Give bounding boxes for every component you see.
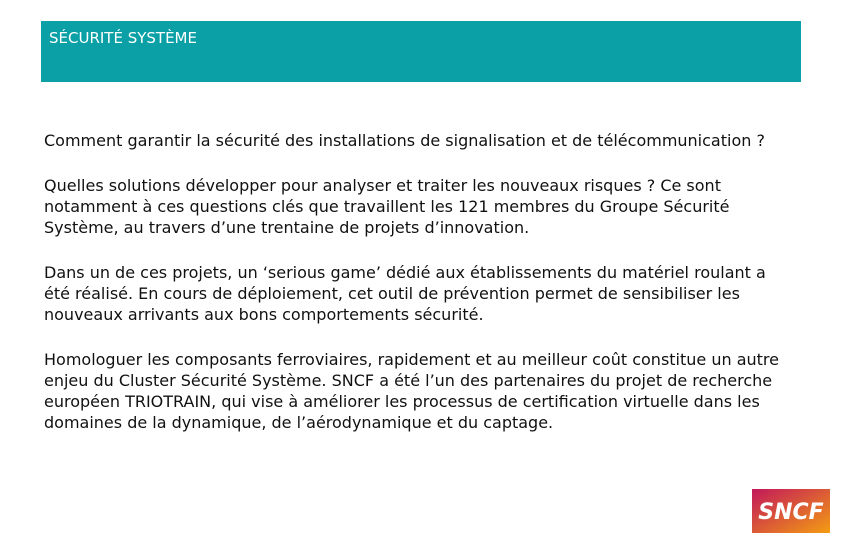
logo-text: SNCF (758, 500, 824, 525)
header-bar (41, 21, 801, 82)
paragraph-homologation: Homologuer les composants ferroviaires, rapidement et au meilleur coût constitue un autre enjeu du Cluster Sécurité Système. SNCF a été l’un des partenaires du projet de recherche européen TRIOTRAIN, qui vise à améliorer les processus de certification virtuelle dans les domaines de la dynamique, de l’aérodynamique et du captage. (44, 350, 779, 432)
paragraph-solutions: Quelles solutions développer pour analyser et traiter les nouveaux risques ? Ce sont notamment à ces questions clés que travaillent les 121 membres du Groupe Sécurité Système, au travers d’une trentaine de projets d’innovation. (44, 176, 730, 237)
page-title: SÉCURITÉ SYSTÈME (49, 29, 197, 47)
paragraph-serious-game: Dans un de ces projets, un ‘serious game’ dédié aux établissements du matériel roulant a été réalisé. En cours de déploiement, cet outil de prévention permet de sensibiliser les nouveaux arrivants aux bons comportements sécurité. (44, 263, 766, 324)
sncf-logo-icon (744, 485, 838, 537)
content-body (44, 130, 794, 457)
sncf-logo (744, 485, 838, 537)
paragraph-intro: Comment garantir la sécurité des installations de signalisation et de télécommunication ? (44, 131, 765, 150)
